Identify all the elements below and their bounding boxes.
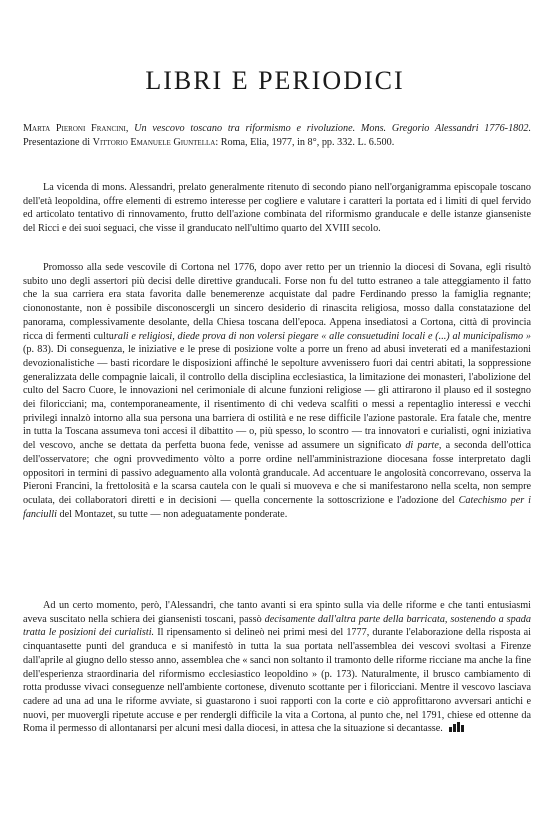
citation-presenter: Vittorio Emanuele Giuntella — [92, 137, 216, 149]
book-citation — [23, 122, 531, 151]
paragraph-1: La vicenda di mons. Alessandri, prelato generalmente ritenuto di secondo piano nell'organigramma episcopale toscano dell'età leopoldina, offre elementi di estremo interesse per cogliere e valutare i caratteri la portata ed i limiti di quel fervido ed articolato tentativo di rinnovamento, frutto dell'azione combinata del riformismo granducale e delle istanze gianseniste del Ricci e dei suoi seguaci, che visse il granducato nell'ultimo quarto del XVIII secolo. — [23, 182, 531, 235]
paragraph-3-part-b: Il ripensamento si delineò nei primi mesi del 1777, durante l'elaborazione della risposta ai cinquantasette punti del granduca e si manifestò in tutta la sua portata nell'assemblea dei vescovi svoltasi a Firenze dall'aprile al giugno dello stesso anno, assemblea che « sancì non soltanto il tramonto delle riforme ricciane ma anche la fine dell'esperienza straordinaria del riformismo ecclesiastico leopoldino » (p. 173). Naturalmente, il brusco cambiamento di rotta produsse vivaci conseguenze nell'ambiente cortonese, divenuto scottante per i filoricciani. Mentre il vescovo lasciava cadere ad una ad una le riforme avviate, si guastarono i suoi rapporti con la corte e ciò approfittarono avversari antichi e nuovi, per muovergli ripetute accuse e per rendergli difficile la vita a Cortona, al punto che, nel 1791, chiese ed ottenne da Roma il permesso di allontanarsi per alcuni mesi dalla diocesi, in attesa che la situazione si decantasse. — [23, 627, 531, 735]
paragraph-2-part-d: del Montazet, su tutte — non adeguatamente ponderate. — [56, 508, 288, 520]
paragraph-2-part-c: a seconda dell'ottica dell'osservatore; che ogni provvedimento vòlto a porre ordine nell'amministrazione diocesana fosse interpretato dagli oppositori in termini di passivo adeguamento alla volontà granducale. Ad accentuare le angolosità concorrevano, osserva la Pieroni Francini, la frettolosità e la scarsa cautela con le quali si muoveva e che si manifestarono nella scelta, non sempre oculata, dei collaboratori diretti e in decisioni — quella concernente la sottoscrizione e l'adozione del — [23, 440, 531, 506]
end-ornament-icon — [449, 722, 467, 732]
paragraph-2-emphasis: di parte, — [405, 440, 442, 452]
paragraph-2-part-a: Promosso alla sede vescovile di Cortona nel 1776, dopo aver retto per un triennio la diocesi di Sovana, egli risultò subito uno degli assertori più decisi delle direttive granducali. Forse non fu del tutto estraneo a tale atteggiamento il fatto che la sua carriera era stata favorita dalle benemerenze acquistate dal padre Ferdinando presso la famiglia regnante; ciononostante, non è possibile disconoscergli un sincero desiderio di rinascita religiosa, mosso dalla constatazione del panorama, complessivamente desolante, della Chiesa toscana dell'epoca. Appena insediatosi a Cortona, città di provincia ricca di fermenti cultu — [23, 262, 531, 342]
citation-title: Un vescovo toscano tra riformismo e rivoluzione. Mons. Gregorio Alessandri 1776-1802. — [134, 123, 531, 134]
citation-publisher: : Roma, Elia, 1977, in 8°, pp. 332. L. 6.500. — [215, 137, 395, 149]
page-heading: LIBRI E PERIODICI — [145, 66, 405, 95]
paragraph-3-emphasis: decisamente dall'altra parte della barricata, sostenendo a spada tratta le posizioni dei curialisti. — [23, 613, 531, 639]
citation-presentation: Presentazione di — [23, 137, 91, 149]
paragraph-2-quote: rali e religiosi, diede prova di non volersi piegare « alle consuetudini locali e (...) al municipalismo » — [113, 330, 531, 342]
paragraph-3-part-a: Ad un certo momento, però, l'Alessandri, che tanto avanti si era spinto sulla via delle riforme e che tanti entusiasmi aveva suscitato nella schiera dei giansenisti toscani, passò — [23, 600, 531, 625]
citation-author: Marta Pieroni Francini, — [23, 123, 129, 134]
paragraph-2-part-b: (p. 83). Di conseguenza, le iniziative e le prese di posizione volte a porre un freno ad abusi inveterati ed a manifestazioni devozionalistiche — basti ricordare le disposizioni affinché le sepolture avvenissero fuori dai centri abitati, la soppressione generalizzata delle compagnie laicali, il controllo della disciplina ecclesiastica, la limitazione dei monasteri, l'abolizione del culto del Sacro Cuore, le innovazioni nel cerimoniale di alcune funzioni religiose — gli attirarono il plauso ed il sostegno dei filoricciani; ma, contemporaneamente, il risentimento di chi vedeva scalfiti o messi a repentaglio interessi e vecchi privilegi innalzò intorno alla sua persona una barriera di ostilità e ne rese difficile l'azione pastorale. Era fatale che, mentre in tutta la Toscana assumeva toni accesi il dibattito — o, più spesso, lo scontro — tra innovatori e curialisti, ogni iniziativa del vescovo, anche se dettata da perfetta buona fede, venisse ad assumere un significato — [23, 344, 531, 452]
paragraph-2 — [23, 261, 531, 521]
paragraph-3 — [23, 599, 531, 736]
paragraph-2-work-title: Catechismo per i fanciulli — [23, 494, 532, 520]
